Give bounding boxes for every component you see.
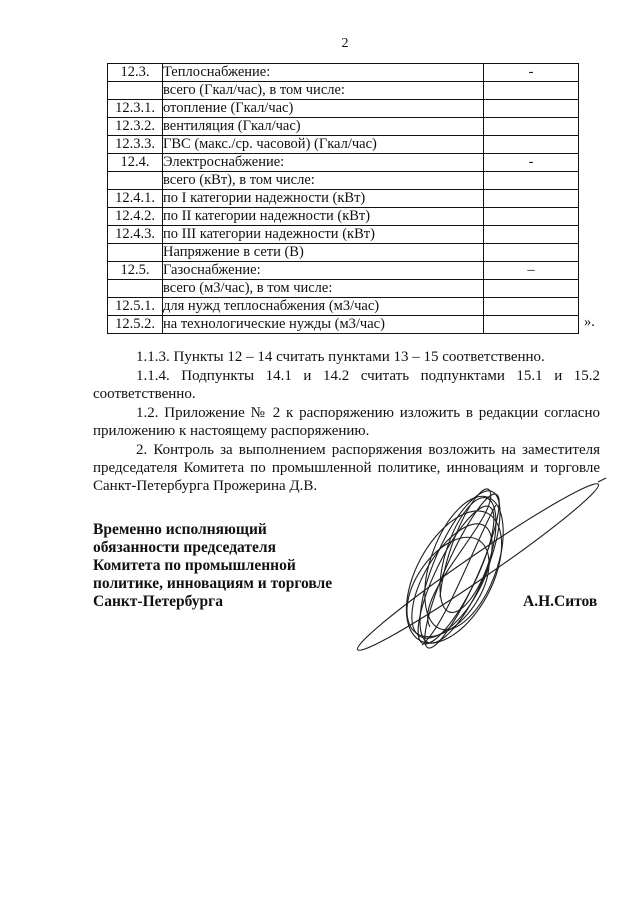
row-value — [484, 298, 579, 316]
paragraph-1-1-4: 1.1.4. Подпункты 14.1 и 14.2 считать подпунктами 15.1 и 15.2 соответственно. — [93, 368, 600, 402]
row-value: – — [484, 262, 579, 280]
row-label: по III категории надежности (кВт) — [163, 226, 484, 244]
table-row — [108, 154, 579, 172]
position-line: Временно исполняющий — [93, 521, 267, 538]
handwritten-signature — [350, 475, 610, 670]
row-label: всего (кВт), в том числе: — [163, 172, 484, 190]
row-value — [484, 82, 579, 100]
table-row — [108, 316, 579, 334]
row-label: по II категории надежности (кВт) — [163, 208, 484, 226]
row-label: для нужд теплоснабжения (м3/час) — [163, 298, 484, 316]
row-number — [108, 82, 163, 100]
row-number: 12.3.1. — [108, 100, 163, 118]
table-row — [108, 226, 579, 244]
row-value: - — [484, 154, 579, 172]
position-line: обязанности председателя — [93, 539, 276, 556]
utility-loads-table — [107, 63, 579, 334]
row-value — [484, 226, 579, 244]
row-value — [484, 100, 579, 118]
row-number: 12.3.2. — [108, 118, 163, 136]
position-line: политике, инновациям и торговле — [93, 575, 333, 592]
table-row — [108, 298, 579, 316]
closing-quote: ». — [584, 314, 595, 330]
table-row — [108, 208, 579, 226]
row-value — [484, 280, 579, 298]
row-label: Электроснабжение: — [163, 154, 484, 172]
row-label: всего (м3/час), в том числе: — [163, 280, 484, 298]
table-row — [108, 136, 579, 154]
signatory-name: А.Н.Ситов — [523, 593, 598, 610]
table-row — [108, 190, 579, 208]
row-number — [108, 172, 163, 190]
row-number: 12.5.2. — [108, 316, 163, 334]
body-text — [93, 348, 600, 496]
signatory-position — [93, 521, 353, 611]
row-value — [484, 136, 579, 154]
table-row — [108, 262, 579, 280]
table-row — [108, 118, 579, 136]
row-number: 12.4.2. — [108, 208, 163, 226]
row-label: по I категории надежности (кВт) — [163, 190, 484, 208]
row-value — [484, 118, 579, 136]
page-number: 2 — [341, 36, 349, 51]
row-value — [484, 190, 579, 208]
row-label: Теплоснабжение: — [163, 64, 484, 82]
table-row — [108, 100, 579, 118]
row-number — [108, 280, 163, 298]
paragraph-2: 2. Контроль за выполнением распоряжения возложить на заместителя председателя Комитета по промышленной политике, инновациям и торговле Санкт-Петербурга Прожерина Д.В. — [93, 442, 600, 494]
row-value — [484, 244, 579, 262]
paragraph-1-2: 1.2. Приложение № 2 к распоряжению изложить в редакции согласно приложению к настоящему распоряжению. — [93, 405, 600, 439]
position-line: Санкт-Петербурга — [93, 593, 223, 610]
row-label: вентиляция (Гкал/час) — [163, 118, 484, 136]
row-value — [484, 316, 579, 334]
row-number: 12.3.3. — [108, 136, 163, 154]
row-number — [108, 244, 163, 262]
row-number: 12.3. — [108, 64, 163, 82]
row-value — [484, 172, 579, 190]
row-number: 12.4.3. — [108, 226, 163, 244]
table-row — [108, 172, 579, 190]
row-label: на технологические нужды (м3/час) — [163, 316, 484, 334]
table-row — [108, 82, 579, 100]
position-line: Комитета по промышленной — [93, 557, 296, 574]
row-value — [484, 208, 579, 226]
row-label: Газоснабжение: — [163, 262, 484, 280]
row-label: всего (Гкал/час), в том числе: — [163, 82, 484, 100]
table-row — [108, 64, 579, 82]
paragraph-1-1-3: 1.1.3. Пункты 12 – 14 считать пунктами 13 – 15 соответственно. — [136, 349, 545, 365]
row-number: 12.4. — [108, 154, 163, 172]
row-label: ГВС (макс./ср. часовой) (Гкал/час) — [163, 136, 484, 154]
table-row — [108, 244, 579, 262]
row-number: 12.5. — [108, 262, 163, 280]
table-row — [108, 280, 579, 298]
row-value: - — [484, 64, 579, 82]
row-label: отопление (Гкал/час) — [163, 100, 484, 118]
row-number: 12.5.1. — [108, 298, 163, 316]
row-number: 12.4.1. — [108, 190, 163, 208]
row-label: Напряжение в сети (В) — [163, 244, 484, 262]
